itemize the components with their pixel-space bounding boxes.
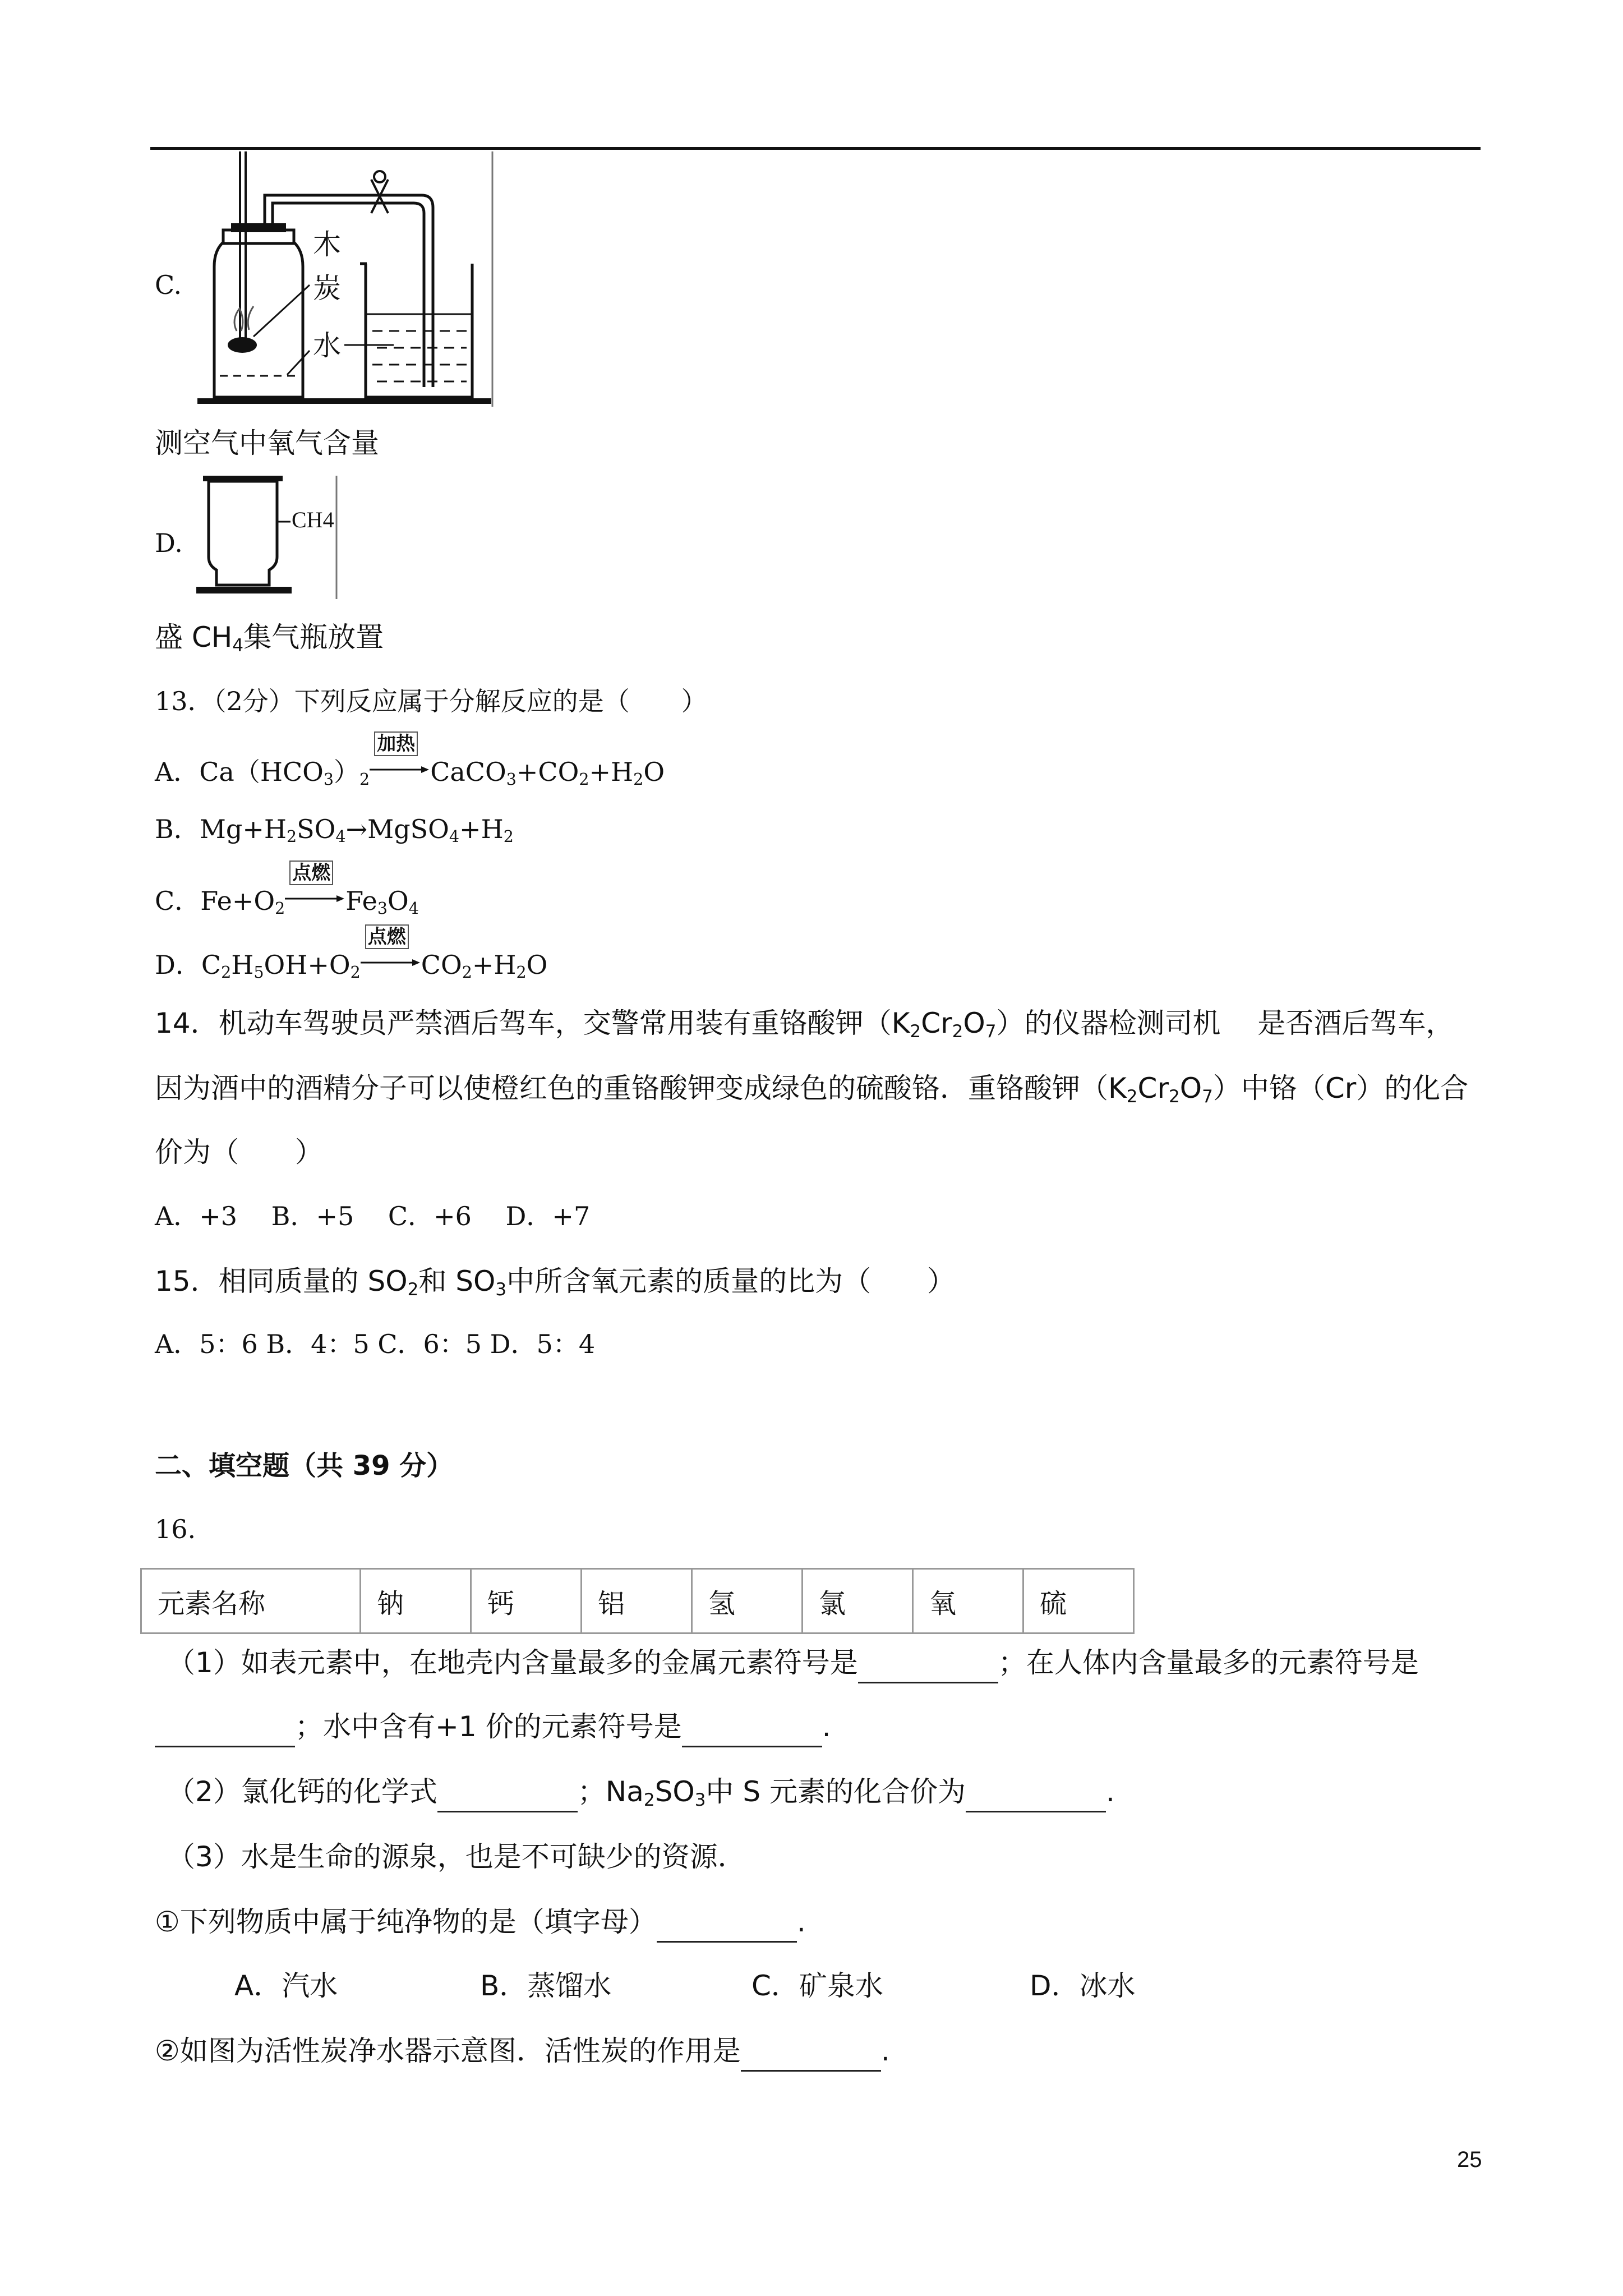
gas-jar-figure: [196, 476, 342, 601]
answer-blank[interactable]: [657, 1908, 797, 1943]
q15-stem: 15．相同质量的 $SO_2$和 $SO_3$中所含氧元素的质量的比为（ ）: [155, 1265, 956, 1300]
q16-part-2: （2）氯化钙的化学式 ；$Na_2SO_3$中 S 元素的化合价为 .: [167, 1776, 1115, 1812]
label-ch4: CH4: [292, 507, 334, 532]
answer-blank[interactable]: [682, 1713, 822, 1747]
option-a: A．汽水: [234, 1970, 338, 2002]
option-c-label: C.: [155, 270, 182, 300]
q16-part-1-line-1: （1）如表元素中，在地壳内含量最多的金属元素符号是 ；在人体内含量最多的元素符号是: [167, 1647, 1419, 1683]
table-cell: 氧: [913, 1569, 1023, 1634]
section-heading: 二、填空题（共 39 分）: [155, 1450, 454, 1481]
q16-part-3-question-1: ①下列物质中属于纯净物的是（填字母） .: [155, 1906, 806, 1943]
q16-number: 16.: [155, 1514, 196, 1544]
table-cell: 硫: [1023, 1569, 1134, 1634]
table-cell: 氯: [803, 1569, 913, 1634]
q16-part-1-line-2: ；水中含有+1 价的元素符号是 .: [155, 1711, 831, 1747]
table-row: [141, 1569, 1134, 1634]
q14-line-2: 因为酒中的酒精分子可以使橙红色的重铬酸钾变成绿色的硫酸铬．重铬酸钾$(K_2Cr_2O_7)$中铬（Cr）的化合: [155, 1072, 1469, 1107]
condition-arrow: 点燃: [285, 880, 345, 913]
q14-options: A．+3 B．+5 C．+6 D．+7: [155, 1201, 591, 1231]
table-cell: 铝: [582, 1569, 692, 1634]
table-cell: 钙: [471, 1569, 582, 1634]
label-charcoal-2: 炭: [313, 272, 341, 305]
answer-blank[interactable]: [741, 2037, 881, 2072]
option-b: B．蒸馏水: [480, 1970, 612, 2002]
q13-option-d: D．$C_2H_5OH+O_2$ 点燃 $CO_2+H_2O$: [155, 926, 548, 982]
q14-line-1: 14．机动车驾驶员严禁酒后驾车，交警常用装有重铬酸钾$(K_2Cr_2O_7)$的仪器检测司机 是否酒后驾车，: [155, 1007, 1454, 1042]
option-c-caption: 测空气中氧气含量: [155, 427, 379, 459]
answer-blank[interactable]: [437, 1778, 578, 1812]
answer-blank[interactable]: [966, 1778, 1106, 1812]
q13-option-a: A．$Ca(HCO_3)_2$ 加热 $CaCO_3+CO_2+H_2O$: [155, 733, 665, 789]
option-d-label: D.: [155, 528, 183, 558]
header-rule: [150, 147, 1481, 150]
page-number: 25: [1457, 2147, 1482, 2172]
option-d: D．冰水: [1030, 1970, 1136, 2002]
oxygen-measurement-apparatus-figure: [197, 151, 495, 409]
condition-arrow: 加热: [370, 751, 430, 784]
q13-option-b: B．$Mg+H_2SO_4\to MgSO_4+H_2$: [155, 814, 514, 846]
table-cell: 钠: [361, 1569, 471, 1634]
answer-blank[interactable]: [858, 1649, 998, 1683]
q13-option-c: C．$Fe+O_2$ 点燃 $Fe_3O_4$: [155, 862, 419, 918]
option-d-caption: 盛 $CH_4$集气瓶放置: [155, 621, 384, 656]
q15-options: A．5：6 B．4：5 C．6：5 D．5：4: [155, 1329, 596, 1359]
element-table: [140, 1568, 1135, 1634]
answer-blank[interactable]: [155, 1713, 295, 1747]
q16-part-3-question-2: ②如图为活性炭净水器示意图．活性炭的作用是 .: [155, 2035, 890, 2072]
q13-stem: 13．（2分）下列反应属于分解反应的是（ ）: [155, 686, 707, 716]
q14-line-3: 价为（ ）: [155, 1136, 323, 1168]
label-water: 水: [313, 329, 341, 362]
option-c: C．矿泉水: [751, 1970, 883, 2002]
table-cell: 氢: [692, 1569, 803, 1634]
q16-part-3: （3）水是生命的源泉，也是不可缺少的资源．: [167, 1841, 746, 1873]
table-cell: 元素名称: [141, 1569, 361, 1634]
label-charcoal-1: 木: [313, 228, 341, 261]
condition-arrow: 点燃: [361, 944, 421, 977]
